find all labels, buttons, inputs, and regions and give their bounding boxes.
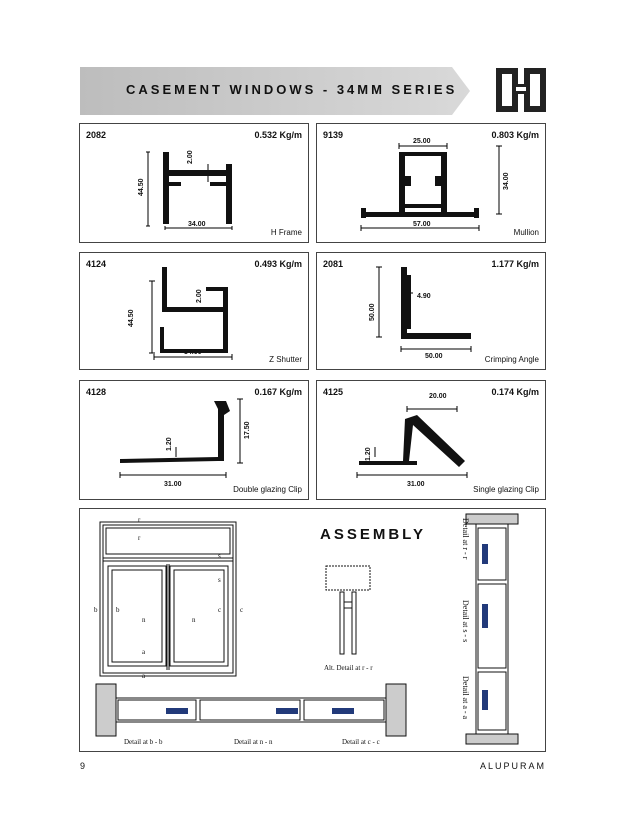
profile-name: Double glazing Clip xyxy=(233,485,302,494)
profile-code: 4125 xyxy=(323,387,344,397)
section-mark-r: r xyxy=(138,516,141,524)
profile-weight: 0.167 Kg/m xyxy=(254,387,302,397)
profile-name: H Frame xyxy=(270,228,302,237)
profile-name: Z Shutter xyxy=(269,355,302,364)
profile-panel-2082 xyxy=(79,123,309,243)
dim-thickness: 1.20 xyxy=(365,447,372,461)
profile-name: Crimping Angle xyxy=(484,355,539,364)
mullion-drawing xyxy=(317,124,547,244)
dim-top-width: 25.00 xyxy=(413,138,431,145)
dim-base-width: 57.00 xyxy=(413,221,431,228)
vertical-section-drawing xyxy=(462,514,522,744)
profile-code: 2082 xyxy=(86,130,107,140)
section-mark-c: c xyxy=(240,606,244,614)
brand-name: ALUPURAM xyxy=(479,761,546,771)
profile-panel-4125 xyxy=(316,380,546,500)
alt-detail-r-label: Alt. Detail at r - r xyxy=(324,664,373,672)
section-mark-s: s xyxy=(218,552,221,560)
dim-width: 34.00 xyxy=(184,349,202,356)
dim-height: 44.50 xyxy=(128,309,135,327)
section-mark-s: s xyxy=(218,576,221,584)
section-mark-r: r xyxy=(138,534,141,542)
page-title: CASEMENT WINDOWS - 34MM SERIES xyxy=(126,82,458,97)
dim-height: 17.50 xyxy=(244,421,251,439)
dim-height: 50.00 xyxy=(369,303,376,321)
profile-weight: 0.803 Kg/m xyxy=(491,130,539,140)
profile-panel-4124 xyxy=(79,252,309,370)
section-mark-a: a xyxy=(142,648,146,656)
dim-width: 31.00 xyxy=(164,481,182,488)
detail-c-label: Detail at c - c xyxy=(342,738,380,746)
window-elevation-drawing xyxy=(100,522,240,678)
profile-code: 4128 xyxy=(86,387,107,397)
profile-weight: 0.532 Kg/m xyxy=(254,130,302,140)
profile-code: 2081 xyxy=(323,259,344,269)
detail-r-label: Detail at r - r xyxy=(461,518,470,560)
profile-code: 4124 xyxy=(86,259,107,269)
section-mark-n: n xyxy=(192,616,196,624)
page-number: 9 xyxy=(80,761,86,771)
dim-width: 31.00 xyxy=(407,481,425,488)
detail-s-label: Detail at s - s xyxy=(461,600,470,643)
dim-top-width: 20.00 xyxy=(429,393,447,400)
section-mark-b: b xyxy=(116,606,120,614)
dim-thickness: 2.00 xyxy=(187,150,194,164)
dim-thickness: 1.20 xyxy=(166,437,173,451)
profile-weight: 0.174 Kg/m xyxy=(491,387,539,397)
profile-weight: 0.493 Kg/m xyxy=(254,259,302,269)
assembly-title: ASSEMBLY xyxy=(320,526,426,543)
profile-weight: 1.177 Kg/m xyxy=(491,259,539,269)
double-glazing-clip-drawing xyxy=(80,381,310,501)
dim-width: 34.00 xyxy=(188,221,206,228)
profile-code: 9139 xyxy=(323,130,344,140)
profile-name: Mullion xyxy=(513,228,539,237)
dim-thickness: 2.00 xyxy=(196,289,203,303)
detail-n-label: Detail at n - n xyxy=(234,738,273,746)
section-mark-b: b xyxy=(94,606,98,614)
section-mark-n: n xyxy=(142,616,146,624)
profile-panel-9139 xyxy=(316,123,546,243)
horizontal-section-drawing xyxy=(96,684,406,736)
section-mark-c: c xyxy=(218,606,222,614)
detail-a-label: Detail at a - a xyxy=(461,676,470,720)
profile-panel-2081 xyxy=(316,252,546,370)
dim-thickness: 4.90 xyxy=(417,293,431,300)
dim-height: 44.50 xyxy=(138,178,145,196)
profile-name: Single glazing Clip xyxy=(473,485,539,494)
brand-logo xyxy=(492,64,552,116)
detail-b-label: Detail at b - b xyxy=(124,738,163,746)
section-mark-a: a xyxy=(142,672,146,680)
alt-detail-r-drawing xyxy=(326,566,376,658)
dim-height: 34.00 xyxy=(503,172,510,190)
profile-panel-4128 xyxy=(79,380,309,500)
dim-width: 50.00 xyxy=(425,353,443,360)
